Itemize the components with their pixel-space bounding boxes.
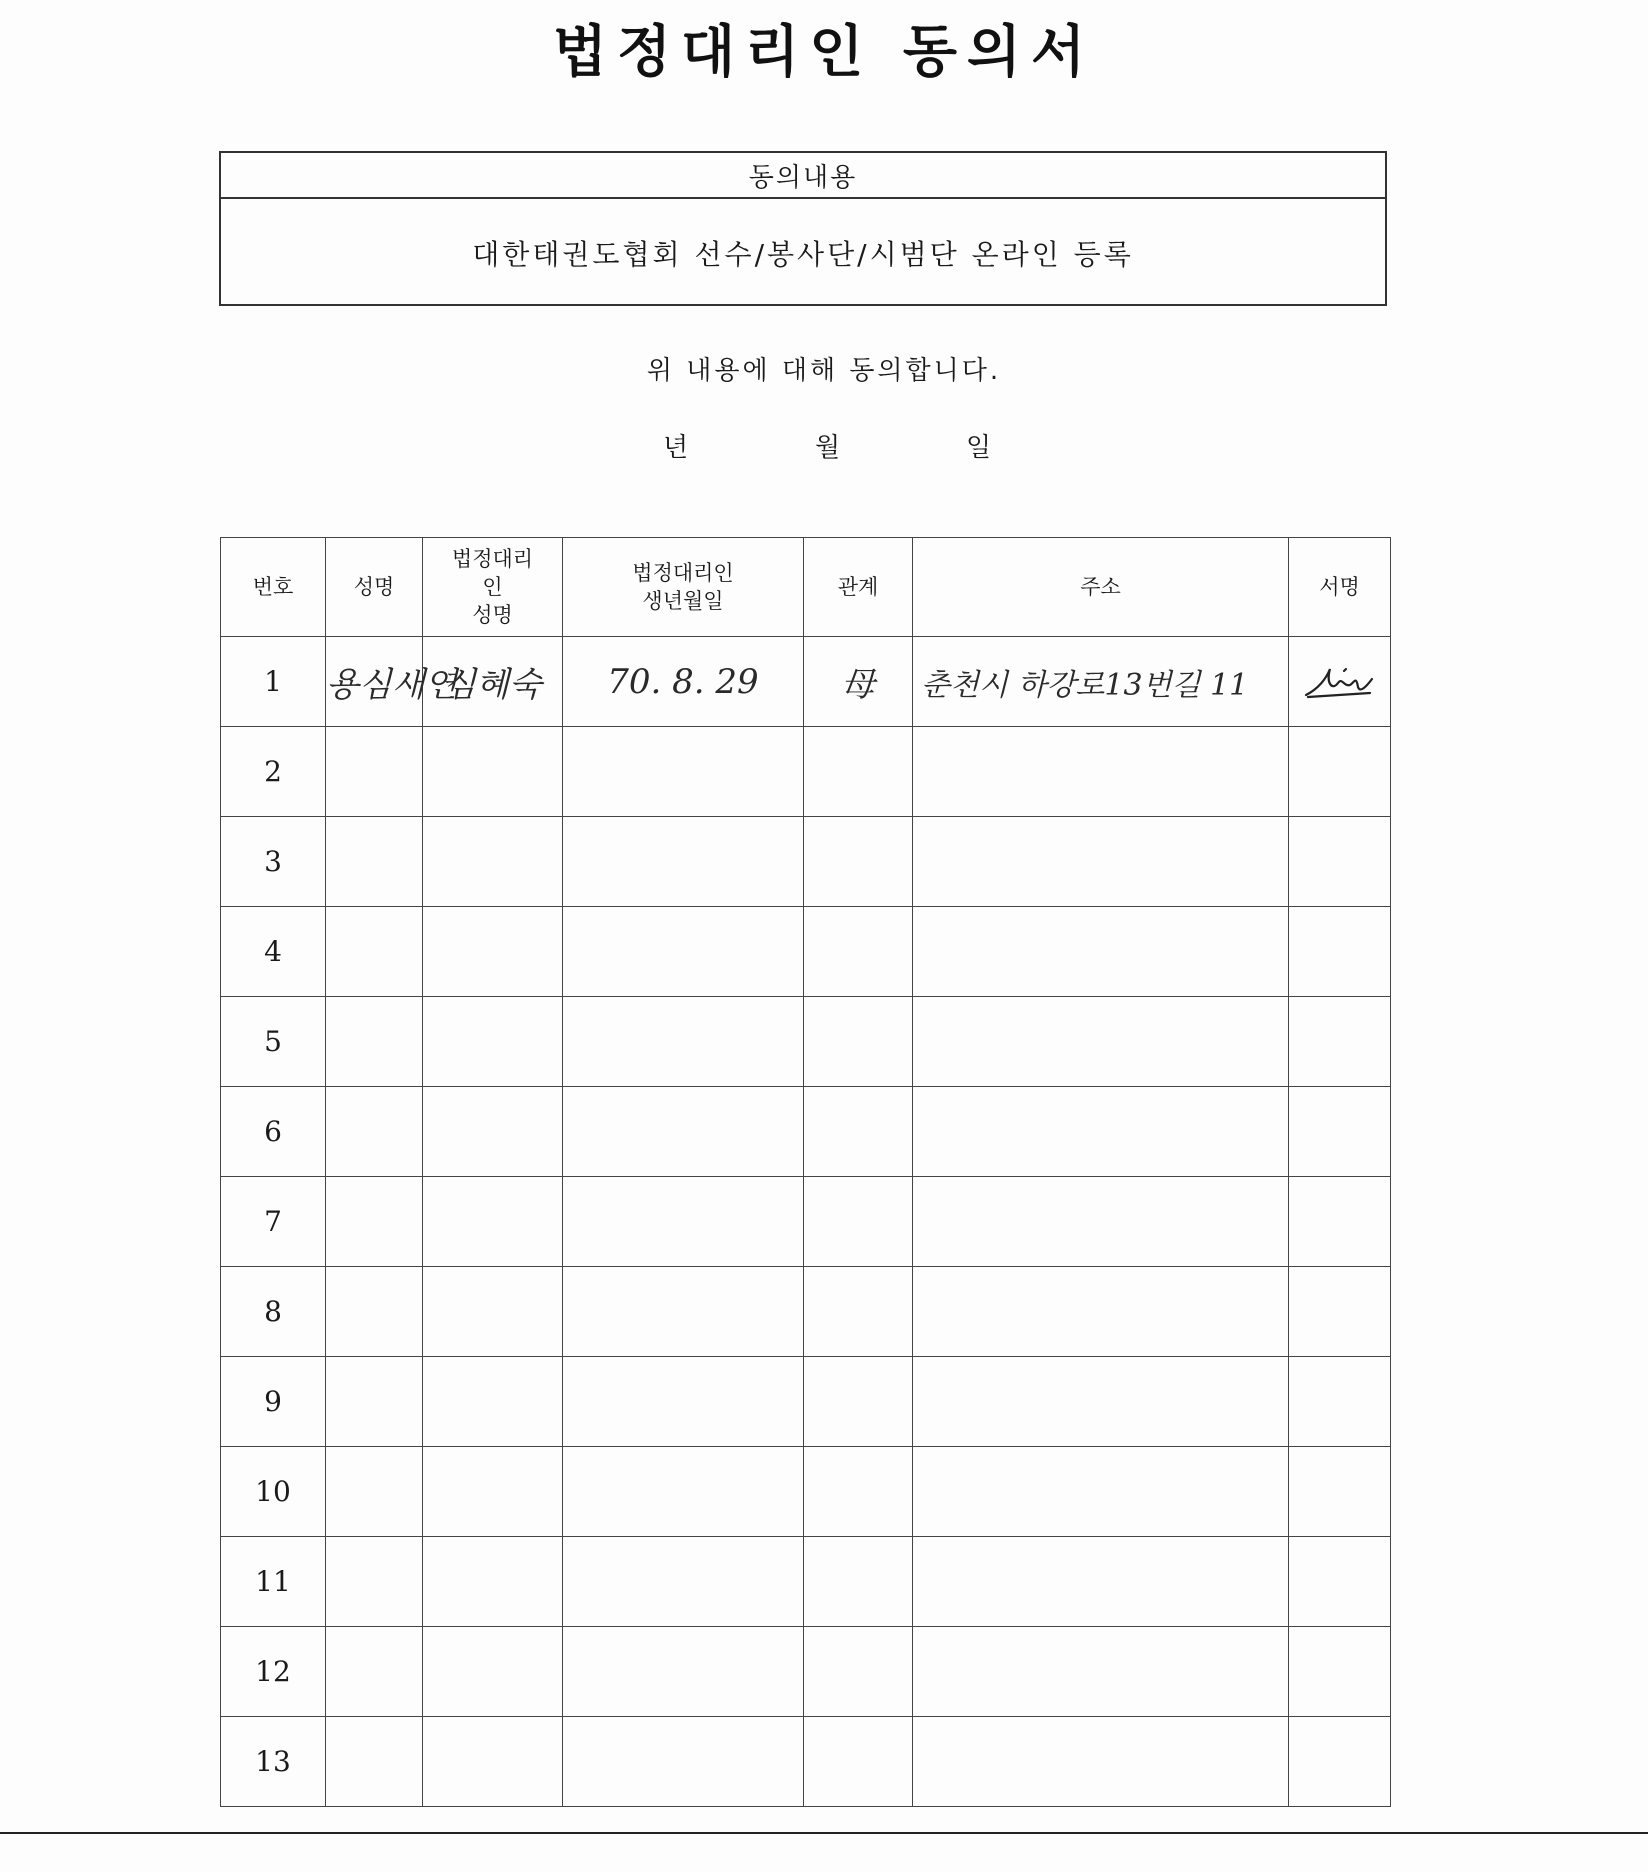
table-row <box>221 817 1391 907</box>
table-row <box>221 727 1391 817</box>
cell-address[interactable] <box>913 727 1289 817</box>
cell-no[interactable] <box>221 727 326 817</box>
table-row <box>221 1537 1391 1627</box>
cell-no[interactable] <box>221 1627 326 1717</box>
table-header-row <box>221 538 1391 637</box>
consent-content-text: 대한태권도협회 선수/봉사단/시범단 온라인 등록 <box>472 237 1134 271</box>
cell-relation[interactable] <box>804 727 913 817</box>
cell-guardian-name[interactable] <box>423 907 563 997</box>
cell-address[interactable] <box>913 1627 1289 1717</box>
cell-signature[interactable] <box>1289 817 1391 907</box>
cell-name[interactable] <box>326 1537 423 1627</box>
header-signature <box>1289 538 1391 637</box>
consent-content-header: 동의내용 <box>221 153 1385 199</box>
header-name <box>326 538 423 637</box>
cell-relation[interactable] <box>804 1357 913 1447</box>
cell-relation[interactable] <box>804 817 913 907</box>
cell-signature[interactable] <box>1289 1087 1391 1177</box>
cell-signature[interactable] <box>1289 907 1391 997</box>
cell-address[interactable] <box>913 907 1289 997</box>
handwritten-relation: 母 <box>841 665 875 705</box>
table-row <box>221 1087 1391 1177</box>
cell-signature[interactable] <box>1289 1717 1391 1807</box>
cell-name[interactable] <box>326 1087 423 1177</box>
row-number: 4 <box>264 935 282 968</box>
handwritten-address: 춘천시 하강로13번길 11 <box>921 667 1249 703</box>
cell-address[interactable] <box>913 1717 1289 1807</box>
cell-guardian-name[interactable] <box>423 637 563 727</box>
cell-guardian-birth[interactable] <box>563 1357 804 1447</box>
cell-address[interactable] <box>913 997 1289 1087</box>
cell-address[interactable] <box>913 1357 1289 1447</box>
cell-guardian-birth[interactable] <box>563 1537 804 1627</box>
cell-relation[interactable] <box>804 1537 913 1627</box>
header-number <box>221 538 326 637</box>
agreement-statement: 위 내용에 대해 동의합니다. <box>646 356 1002 386</box>
cell-relation[interactable] <box>804 1177 913 1267</box>
cell-guardian-birth[interactable] <box>563 1717 804 1807</box>
cell-no[interactable] <box>221 1447 326 1537</box>
table-row <box>221 1627 1391 1717</box>
cell-address[interactable] <box>913 1087 1289 1177</box>
cell-signature[interactable] <box>1289 1447 1391 1537</box>
cell-no[interactable] <box>221 637 326 727</box>
cell-guardian-name[interactable] <box>423 1087 563 1177</box>
cell-guardian-name[interactable] <box>423 727 563 817</box>
cell-guardian-name[interactable] <box>423 1717 563 1807</box>
row-number: 7 <box>264 1205 282 1238</box>
cell-address[interactable] <box>913 1447 1289 1537</box>
table-row <box>221 907 1391 997</box>
cell-address[interactable] <box>913 1267 1289 1357</box>
table-row <box>221 1177 1391 1267</box>
cell-name[interactable] <box>326 907 423 997</box>
cell-name[interactable] <box>326 727 423 817</box>
row-number: 11 <box>255 1565 291 1598</box>
header-address-label: 주소 <box>1080 575 1121 599</box>
header-relation-label: 관계 <box>837 575 879 599</box>
cell-name[interactable] <box>326 637 458 727</box>
row-number: 1 <box>264 665 282 698</box>
header-guardian-birth <box>563 538 804 637</box>
roster-body <box>221 637 1391 1807</box>
cell-signature[interactable] <box>1289 1537 1391 1627</box>
cell-address[interactable] <box>913 637 1289 727</box>
row-number: 10 <box>255 1475 291 1508</box>
cell-guardian-name[interactable] <box>423 1537 563 1627</box>
header-relation <box>804 538 913 637</box>
date-month-label: 월 <box>815 433 841 463</box>
cell-guardian-birth[interactable] <box>563 1447 804 1537</box>
header-signature-label: 서명 <box>1319 575 1360 599</box>
cell-address[interactable] <box>913 1177 1289 1267</box>
cell-guardian-name[interactable] <box>423 1267 563 1357</box>
cell-signature[interactable] <box>1289 1177 1391 1267</box>
table-row <box>221 1357 1391 1447</box>
cell-relation[interactable] <box>804 1627 913 1717</box>
cell-no[interactable] <box>221 1357 326 1447</box>
cell-guardian-name[interactable] <box>423 1177 563 1267</box>
cell-guardian-birth[interactable] <box>563 1087 804 1177</box>
header-guardian-birth-label: 법정대리인 생년월일 <box>632 561 734 613</box>
cell-no[interactable] <box>221 1267 326 1357</box>
row-number: 3 <box>264 845 282 878</box>
table-row <box>221 997 1391 1087</box>
row-number: 5 <box>264 1025 282 1058</box>
cell-name[interactable] <box>326 817 423 907</box>
cell-no[interactable] <box>221 1717 326 1807</box>
cell-guardian-name[interactable] <box>423 1447 563 1537</box>
cell-no[interactable] <box>221 1087 326 1177</box>
row-number: 6 <box>264 1115 282 1148</box>
cell-guardian-name[interactable] <box>423 817 563 907</box>
cell-guardian-birth[interactable] <box>563 1627 804 1717</box>
row-number: 13 <box>255 1745 291 1778</box>
handwritten-guardian-name: 심혜숙 <box>443 665 542 705</box>
page-bottom-rule <box>0 1832 1648 1834</box>
handwritten-name: 용심새연 <box>326 665 458 705</box>
document-title: 법정대리인 동의서 <box>552 20 1096 85</box>
cell-no[interactable] <box>221 907 326 997</box>
cell-guardian-birth[interactable] <box>563 817 804 907</box>
cell-relation[interactable] <box>804 1447 913 1537</box>
cell-signature[interactable] <box>1289 997 1391 1087</box>
cell-name[interactable] <box>326 1357 423 1447</box>
cell-guardian-birth[interactable] <box>563 1267 804 1357</box>
cell-relation[interactable] <box>804 907 913 997</box>
cell-no[interactable] <box>221 997 326 1087</box>
row-number: 12 <box>255 1655 291 1688</box>
row-number: 9 <box>264 1385 282 1418</box>
consent-content-box <box>219 151 1387 306</box>
cell-name[interactable] <box>326 997 423 1087</box>
header-number-label: 번호 <box>252 575 294 599</box>
guardian-roster-table <box>220 537 1391 1807</box>
row-number: 8 <box>264 1295 282 1328</box>
table-row <box>221 1267 1391 1357</box>
cell-name[interactable] <box>326 1717 423 1807</box>
cell-name[interactable] <box>326 1177 423 1267</box>
cell-signature[interactable] <box>1289 1357 1391 1447</box>
cell-guardian-birth[interactable] <box>563 1177 804 1267</box>
cell-signature[interactable] <box>1289 727 1391 817</box>
handwritten-guardian-birth: 70. 8. 29 <box>607 661 759 702</box>
table-row <box>221 637 1391 727</box>
header-address <box>913 538 1289 637</box>
cell-guardian-name[interactable] <box>423 997 563 1087</box>
header-name-label: 성명 <box>353 575 395 599</box>
cell-guardian-birth[interactable] <box>563 727 804 817</box>
table-row <box>221 1447 1391 1537</box>
cell-signature[interactable] <box>1289 1267 1391 1357</box>
cell-relation[interactable] <box>804 637 913 727</box>
cell-guardian-name[interactable] <box>423 1627 563 1717</box>
cell-guardian-birth[interactable] <box>563 997 804 1087</box>
cell-relation[interactable] <box>804 1267 913 1357</box>
cell-name[interactable] <box>326 1267 423 1357</box>
cell-guardian-name[interactable] <box>423 1357 563 1447</box>
cell-address[interactable] <box>913 1537 1289 1627</box>
cell-name[interactable] <box>326 1627 423 1717</box>
header-guardian-name <box>423 538 563 637</box>
row-number: 2 <box>264 755 282 788</box>
cell-address[interactable] <box>913 817 1289 907</box>
cell-guardian-birth[interactable] <box>563 907 804 997</box>
cell-no[interactable] <box>221 1537 326 1627</box>
signature-mark <box>1300 657 1380 707</box>
table-row <box>221 1717 1391 1807</box>
cell-signature[interactable] <box>1289 637 1391 727</box>
cell-relation[interactable] <box>804 997 913 1087</box>
cell-no[interactable] <box>221 1177 326 1267</box>
cell-relation[interactable] <box>804 1717 913 1807</box>
cell-signature[interactable] <box>1289 1627 1391 1717</box>
date-year-label: 년 <box>663 433 689 463</box>
cell-guardian-birth[interactable] <box>563 637 804 727</box>
cell-no[interactable] <box>221 817 326 907</box>
cell-name[interactable] <box>326 1447 423 1537</box>
header-guardian-name-label: 법정대리 인 성명 <box>451 547 534 627</box>
cell-relation[interactable] <box>804 1087 913 1177</box>
date-day-label: 일 <box>966 433 992 463</box>
